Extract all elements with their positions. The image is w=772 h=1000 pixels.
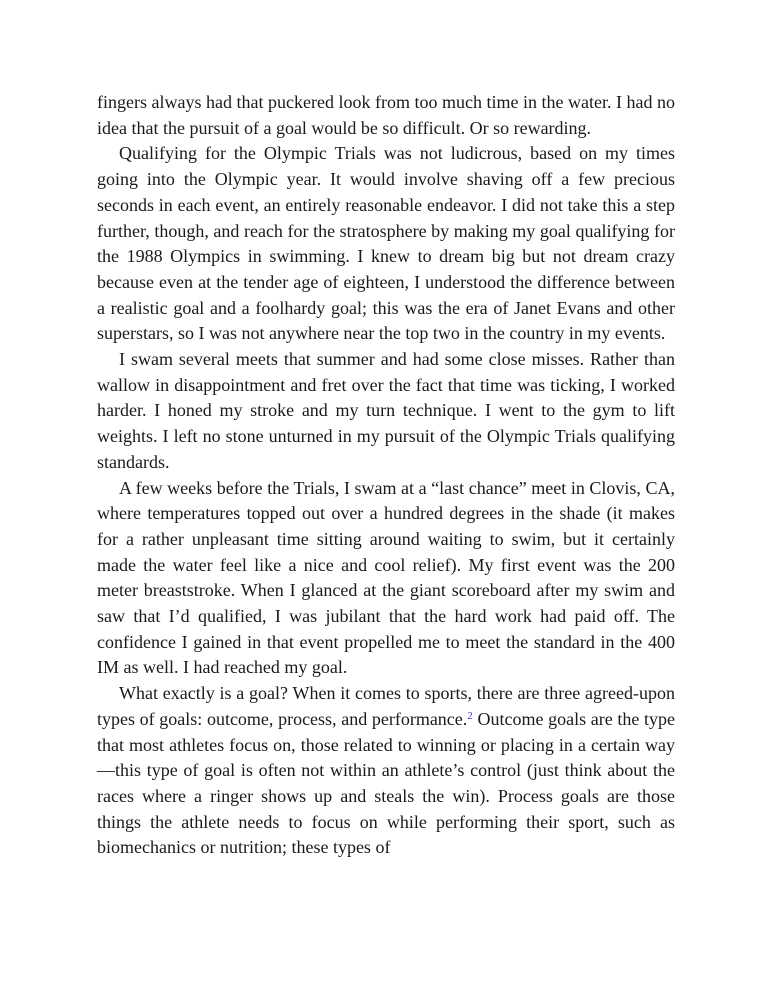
- book-page-body: [97, 90, 675, 861]
- paragraph-olympic-trials-qualifying: Qualifying for the Olympic Trials was not ludicrous, based on my times going into the Olympic year. It would involve shaving off a few precious seconds in each event, an entirely reasonable endeavor. I did not take this a step further, though, and reach for the stratosphere by making my goal qualifying for the 1988 Olympics in swimming. I knew to dream big but not dream crazy because even at the tender age of eighteen, I understood the difference between a realistic goal and a foolhardy goal; this was the era of Janet Evans and other superstars, so I was not anywhere near the top two in the country in my events.: [97, 143, 675, 344]
- footnote-reference[interactable]: 2: [467, 709, 473, 722]
- paragraph-text-before-footnote: What exactly is a goal? When it comes to sports, there are three agreed-upon types of goals: outcome, process, and performance.: [97, 683, 675, 729]
- paragraph-summer-meets: I swam several meets that summer and had some close misses. Rather than wallow in disappointment and fret over the fact that time was ticking, I worked harder. I honed my stroke and my turn technique. I went to the gym to lift weights. I left no stone unturned in my pursuit of the Olympic Trials qualifying standards.: [97, 349, 675, 472]
- paragraph-text-after-footnote: Outcome goals are the type that most athletes focus on, those related to winning or placing in a certain way—this type of goal is often not within an athlete’s control (just think about the races where a ringer shows up and steals the win). Process goals are those things the athlete needs to focus on while performing their sport, such as biomechanics or nutrition; these types of: [97, 708, 675, 858]
- paragraph-last-chance-meet: A few weeks before the Trials, I swam at a “last chance” meet in Clovis, CA, where temperatures topped out over a hundred degrees in the shade (it makes for a rather unpleasant time sitting around waiting to swim, but it certainly made the water feel like a nice and cool relief). My first event was the 200 meter breaststroke. When I glanced at the giant scoreboard after my swim and saw that I’d qualified, I was jubilant that the hard work had paid off. The confidence I gained in that event propelled me to meet the standard in the 400 IM as well. I had reached my goal.: [97, 477, 675, 678]
- paragraph-continuation: fingers always had that puckered look from too much time in the water. I had no idea that the pursuit of a goal would be so difficult. Or so rewarding.: [97, 92, 675, 138]
- paragraph-what-is-a-goal: [97, 681, 675, 861]
